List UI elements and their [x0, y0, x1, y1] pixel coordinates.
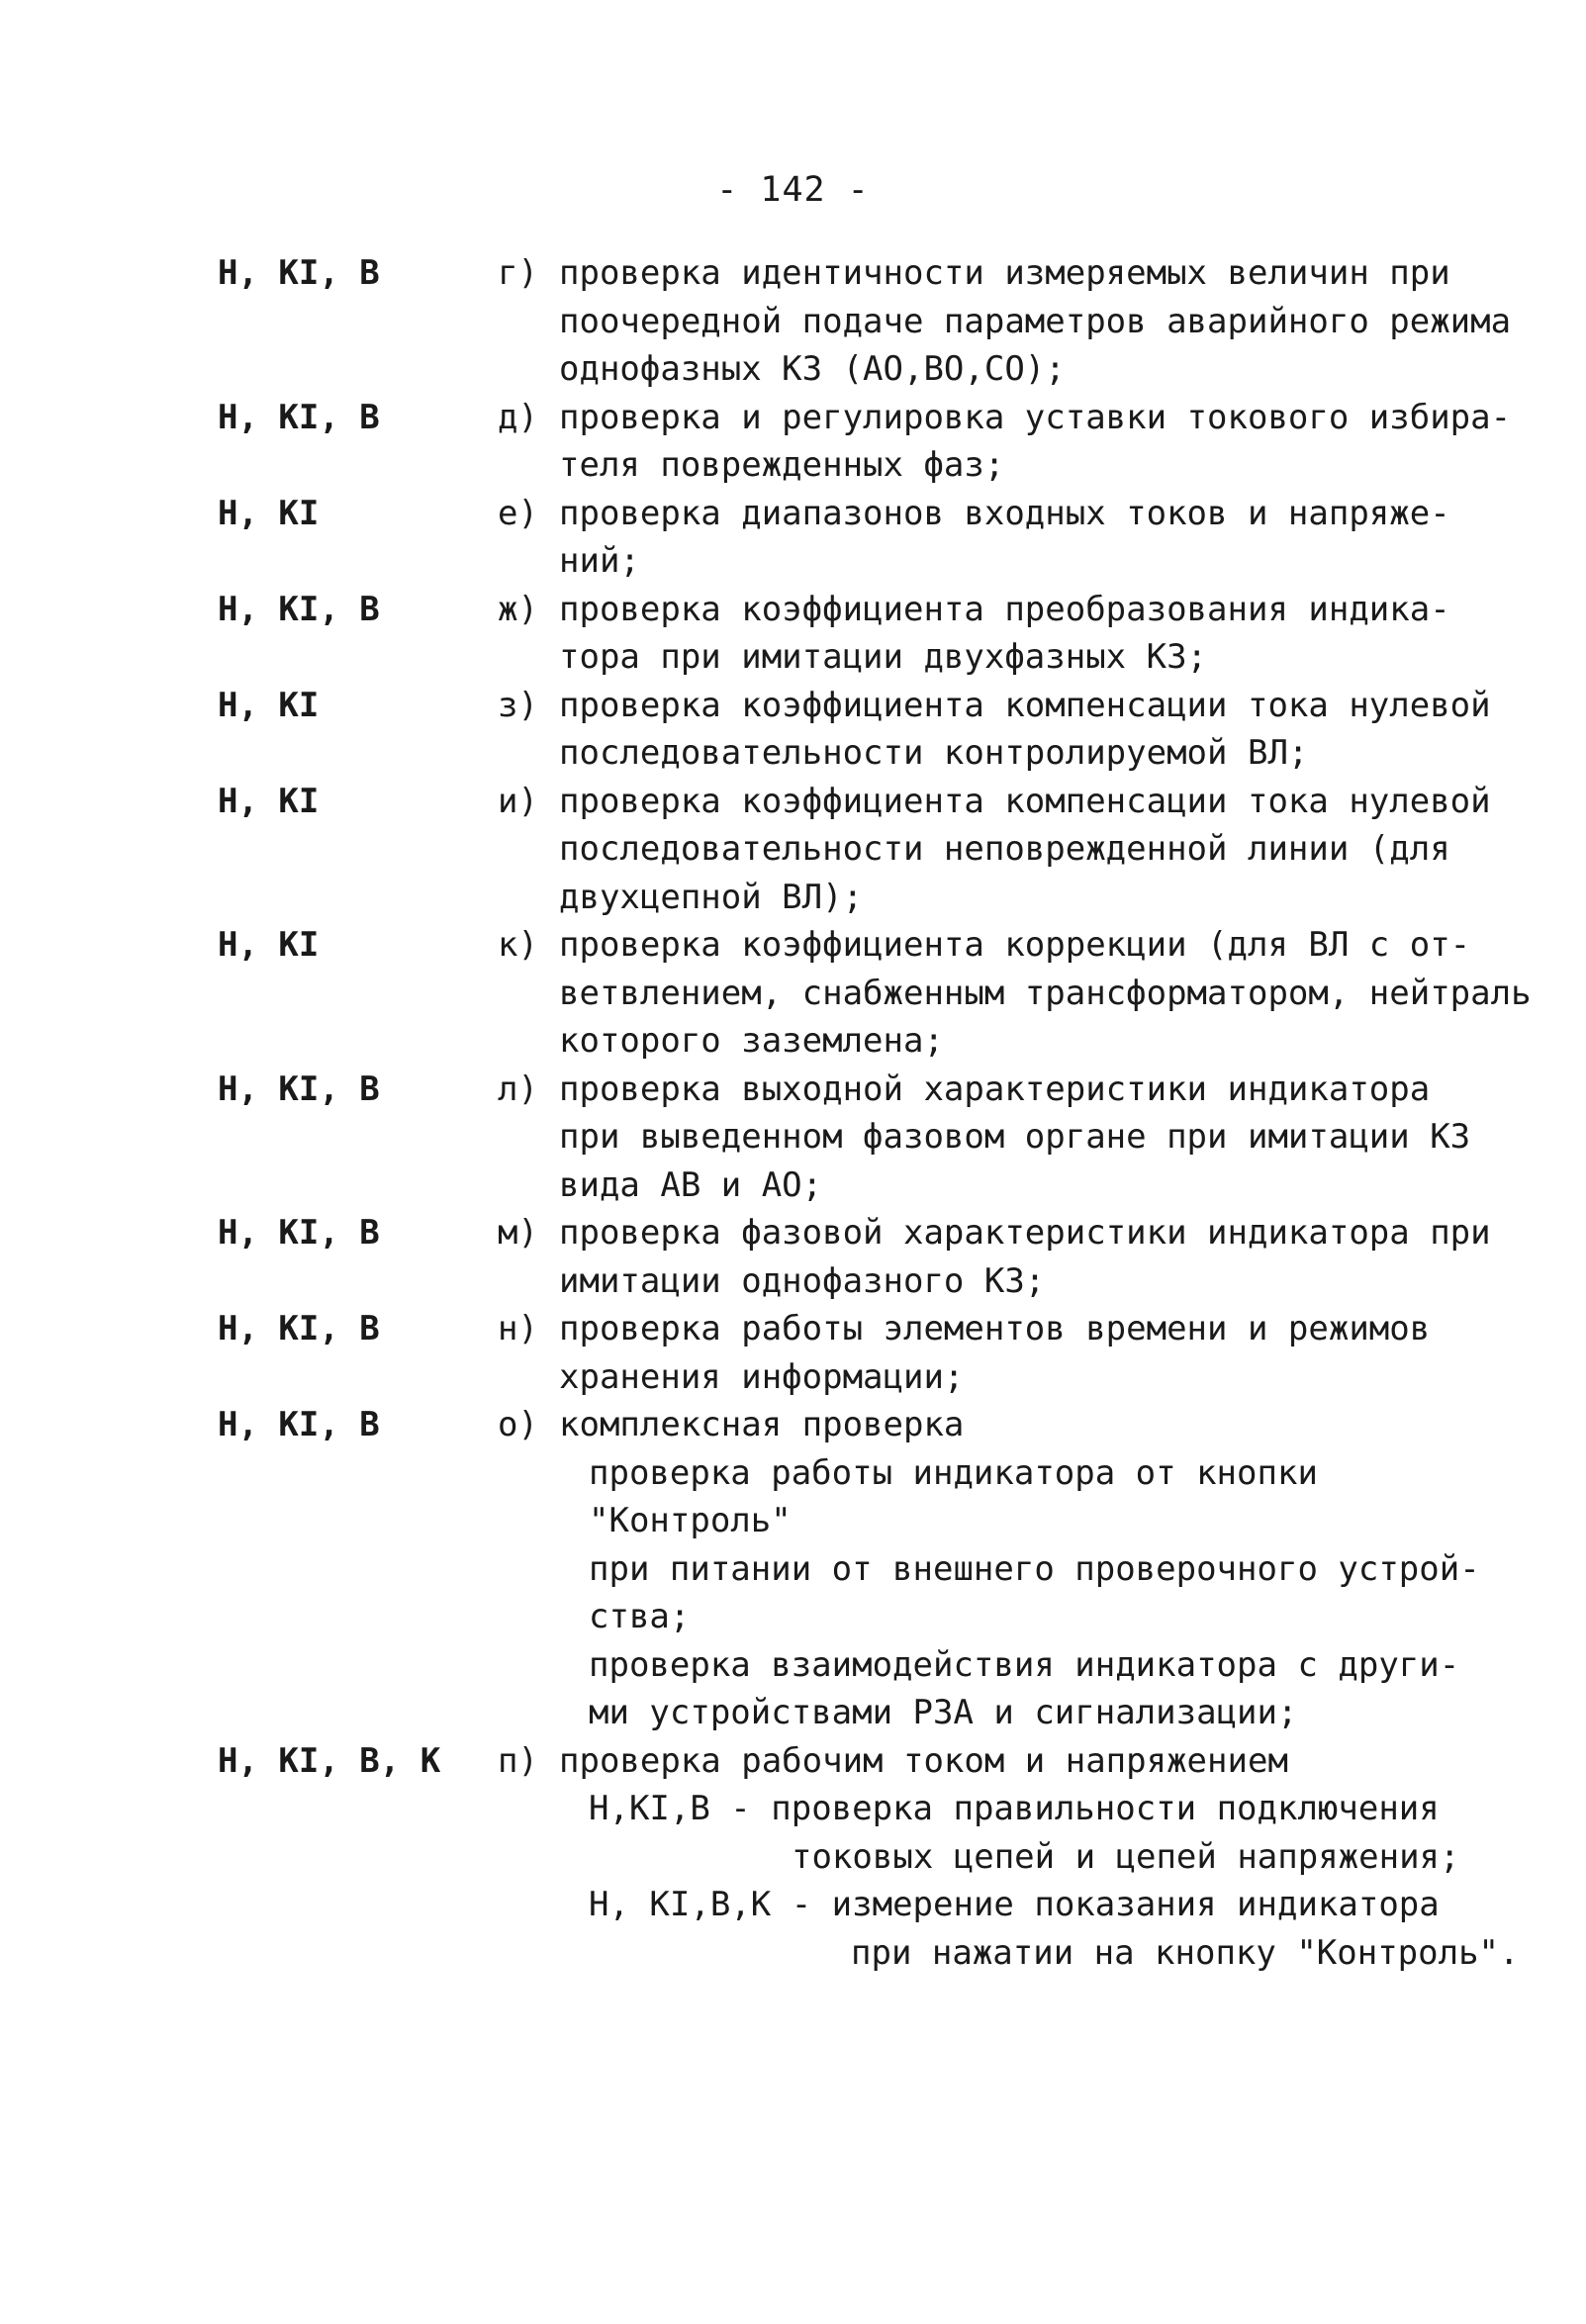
- item-sub-line: проверка взаимодействия индикатора с други-: [589, 1644, 1460, 1685]
- sub-entry-code: Н,КI,В: [589, 1789, 710, 1828]
- item-text-line: теля поврежденных фаз;: [559, 445, 1005, 485]
- item-text-line: которого заземлена;: [559, 1021, 944, 1061]
- item-body: [559, 1209, 1548, 1305]
- item-codes: Н, КI, В, К: [218, 1740, 441, 1781]
- sub-entry-continuation: токовых цепей и цепей напряжения;: [792, 1836, 1460, 1877]
- item-codes: Н, КI, В: [218, 1069, 380, 1109]
- item-sub-line: проверка работы индикатора от кнопки: [589, 1452, 1318, 1493]
- item-sub-line: ства;: [589, 1597, 691, 1636]
- item-text-line: проверка коэффициента коррекции (для ВЛ с от-: [559, 925, 1471, 965]
- page-number: - 142 -: [716, 170, 870, 210]
- item-text-line: проверка фазовой характеристики индикатора при: [559, 1213, 1491, 1253]
- item-letter: п): [498, 1740, 538, 1781]
- item-body: [559, 1066, 1548, 1210]
- item-text-line: проверка работы элементов времени и режимов: [559, 1309, 1431, 1348]
- checklist-item: [0, 778, 1586, 922]
- item-text-line: ний;: [559, 541, 640, 581]
- item-text-line: проверка выходной характеристики индикатора: [559, 1069, 1431, 1109]
- item-letter: и): [498, 781, 538, 821]
- item-text-line: ветвлением, снабженным трансформатором, нейтраль: [559, 973, 1532, 1013]
- item-sub-line: "Контроль": [589, 1501, 792, 1540]
- item-letter: о): [498, 1405, 538, 1444]
- item-body: [559, 394, 1548, 490]
- checklist-item: [0, 394, 1586, 490]
- item-codes: Н, КI: [218, 781, 320, 821]
- checklist-item: [0, 1066, 1586, 1210]
- item-letter: г): [498, 253, 538, 293]
- item-text-line: проверка идентичности измеряемых величин при: [559, 253, 1450, 293]
- item-text-line: поочередной подаче параметров аварийного режима: [559, 301, 1512, 341]
- item-body: [559, 490, 1548, 586]
- item-codes: Н, КI, В: [218, 1405, 380, 1444]
- item-text-line: при выведенном фазовом органе при имитации КЗ: [559, 1117, 1471, 1157]
- item-letter: м): [498, 1213, 538, 1253]
- item-codes: Н, КI, В: [218, 397, 380, 437]
- checklist-item: [0, 490, 1586, 586]
- checklist-item: [0, 682, 1586, 778]
- item-codes: Н, КI: [218, 493, 320, 533]
- item-text-line: однофазных КЗ (АО,ВО,СО);: [559, 349, 1066, 389]
- sub-entry-text: измерение показания индикатора: [831, 1885, 1440, 1924]
- item-text-line: вида АВ и АО;: [559, 1164, 823, 1205]
- item-sub-line: при питании от внешнего проверочного устрой-: [589, 1548, 1480, 1589]
- sub-entry-continuation: при нажатии на кнопку "Контроль".: [851, 1932, 1520, 1973]
- sub-entry-line: [589, 1881, 1548, 1929]
- checklist-item: [0, 586, 1586, 682]
- item-body: [559, 921, 1548, 1066]
- item-text-line: имитации однофазного КЗ;: [559, 1260, 1046, 1301]
- checklist-item: [0, 1737, 1586, 1978]
- checklist-item: [0, 249, 1586, 394]
- checklist-item: [0, 1401, 1586, 1737]
- item-body: [559, 1401, 1548, 1737]
- item-text-line: последовательности контролируемой ВЛ;: [559, 733, 1309, 773]
- item-codes: Н, КI, В: [218, 1213, 380, 1253]
- item-sub-line: ми устройствами РЗА и сигнализации;: [589, 1693, 1298, 1732]
- item-text-line: проверка рабочим током и напряжением: [559, 1740, 1288, 1781]
- item-text-line: тора при имитации двухфазных КЗ;: [559, 637, 1208, 677]
- sub-entry-code: Н, КI,В,К: [589, 1885, 772, 1924]
- item-text-line: хранения информации;: [559, 1356, 965, 1397]
- item-letter: к): [498, 925, 538, 965]
- checklist-item: [0, 921, 1586, 1066]
- item-sub-block: [589, 1449, 1548, 1737]
- checklist-item: [0, 1305, 1586, 1401]
- item-text-line: проверка коэффициента компенсации тока нулевой: [559, 685, 1491, 725]
- item-body: [559, 586, 1548, 682]
- item-text-line: последовательности неповрежденной линии (для: [559, 829, 1450, 869]
- checklist-item: [0, 1209, 1586, 1305]
- item-text-line: двухцепной ВЛ);: [559, 877, 864, 917]
- item-letter: з): [498, 685, 538, 725]
- item-body: [559, 1305, 1548, 1401]
- item-codes: Н, КI, В: [218, 253, 380, 293]
- sub-entry-line: [589, 1785, 1548, 1833]
- item-body: [559, 1737, 1548, 1978]
- item-body: [559, 682, 1548, 778]
- item-body: [559, 778, 1548, 922]
- item-text-line: проверка и регулировка уставки токового избира-: [559, 397, 1512, 437]
- item-text-line: проверка диапазонов входных токов и напряже-: [559, 493, 1450, 533]
- item-codes: Н, КI, В: [218, 589, 380, 629]
- item-body: [559, 249, 1548, 394]
- sub-entry-dash: -: [709, 1789, 772, 1828]
- item-letter: н): [498, 1309, 538, 1348]
- checklist-items: [0, 249, 1586, 1977]
- item-letter: л): [498, 1069, 538, 1109]
- sub-entry-dash: -: [771, 1885, 832, 1924]
- item-codes: Н, КI, В: [218, 1309, 380, 1348]
- item-text-line: проверка коэффициента преобразования индика-: [559, 589, 1450, 629]
- item-codes: Н, КI: [218, 925, 320, 965]
- item-sub-block: [589, 1785, 1548, 1977]
- item-letter: ж): [498, 589, 538, 629]
- item-codes: Н, КI: [218, 685, 320, 725]
- item-letter: е): [498, 493, 538, 533]
- item-letter: д): [498, 397, 538, 437]
- sub-entry-text: проверка правильности подключения: [771, 1789, 1440, 1828]
- item-text-line: проверка коэффициента компенсации тока нулевой: [559, 781, 1491, 821]
- item-text-line: комплексная проверка: [559, 1405, 965, 1444]
